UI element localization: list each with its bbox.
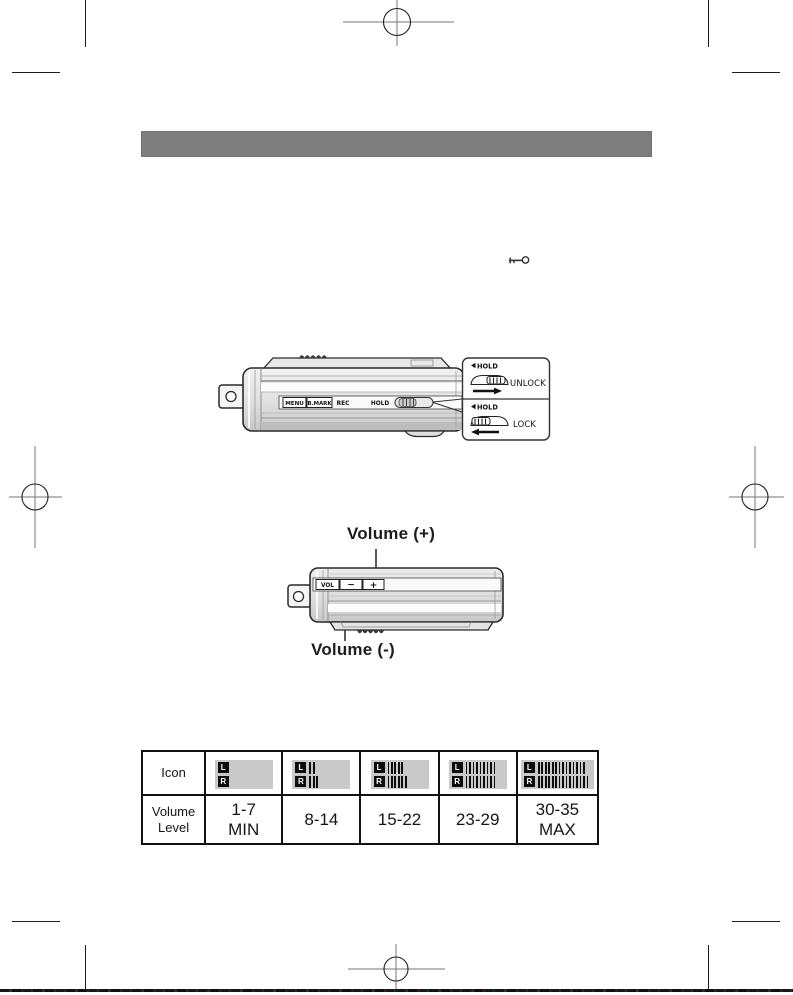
callout-hold-label-bottom: HOLD <box>477 403 498 412</box>
left-volume-bars <box>466 762 496 774</box>
left-channel-badge: L <box>524 762 535 773</box>
volume-minus-callout: Volume (-) <box>311 640 395 659</box>
right-volume-bars <box>538 776 588 788</box>
vol-button-label: VOL <box>320 583 335 589</box>
volume-icon-mid <box>371 760 429 789</box>
key-icon <box>506 253 532 268</box>
left-volume-bars <box>538 762 585 774</box>
volume-minus-button-label: − <box>347 580 355 591</box>
volume-level-value-2: 8-14 <box>282 795 360 844</box>
right-channel-badge: R <box>218 776 229 787</box>
volume-level-table <box>141 750 599 845</box>
volume-icon-min <box>215 760 273 789</box>
volume-icon-max <box>521 760 594 789</box>
grip-ridges <box>299 355 327 358</box>
left-channel-badge: L <box>218 762 229 773</box>
strap-hole <box>226 392 236 402</box>
registration-mark-bottom-center <box>345 941 450 990</box>
volume-icon-high <box>449 760 507 789</box>
registration-mark-right-center <box>728 446 786 550</box>
crop-mark-bottom-right-v <box>708 945 709 990</box>
right-channel-badge: R <box>374 776 385 787</box>
unlock-label: UNLOCK <box>510 378 546 388</box>
right-volume-bars <box>466 776 496 788</box>
right-channel-badge: R <box>524 776 535 787</box>
volume-icon-cell-4 <box>439 751 517 795</box>
right-channel-badge: R <box>452 776 463 787</box>
volume-plus-callout: Volume (+) <box>346 524 436 543</box>
right-channel-badge: R <box>295 776 306 787</box>
volume-buttons-illustration <box>283 520 518 670</box>
registration-mark-top-center <box>341 0 456 48</box>
bmark-button-label: B.MARK <box>307 401 332 407</box>
volume-plus-button-label: + <box>369 581 378 591</box>
volume-icon-low <box>292 760 350 789</box>
volume-level-value-5: 30-35 MAX <box>517 795 598 844</box>
crop-mark-top-left-v <box>85 0 86 47</box>
grip-ridges <box>357 631 384 634</box>
crop-mark-top-left-h <box>12 72 60 73</box>
left-channel-badge: L <box>295 762 306 773</box>
volume-icon-cell-5 <box>517 751 598 795</box>
left-channel-badge: L <box>374 762 385 773</box>
crop-mark-bottom-right-h <box>732 921 780 922</box>
scanned-page-edge <box>0 989 793 992</box>
volume-level-value-3: 15-22 <box>360 795 438 844</box>
left-volume-bars <box>309 762 314 774</box>
volume-icon-cell-1 <box>205 751 282 795</box>
rec-label: REC <box>336 401 350 407</box>
crop-mark-top-right-h <box>732 72 780 73</box>
left-channel-badge: L <box>452 762 463 773</box>
volume-level-value-4: 23-29 <box>439 795 517 844</box>
hold-switch-illustration <box>215 338 560 450</box>
volume-level-value-1: 1-7 MIN <box>205 795 282 844</box>
lock-label: LOCK <box>513 419 537 429</box>
device-body <box>310 568 503 622</box>
device-bottom-step <box>330 622 493 630</box>
level-row-header: Volume Level <box>142 795 205 844</box>
crop-mark-bottom-left-v <box>85 945 86 990</box>
registration-mark-left-center <box>8 446 64 550</box>
section-header-bar <box>141 131 652 157</box>
right-volume-bars <box>309 776 318 788</box>
callout-hold-label-top: HOLD <box>477 362 498 371</box>
crop-mark-top-right-v <box>708 0 709 47</box>
volume-icon-cell-3 <box>360 751 438 795</box>
left-volume-bars <box>388 762 404 774</box>
bottom-bump <box>405 431 444 437</box>
volume-icon-cell-2 <box>282 751 360 795</box>
right-volume-bars <box>388 776 407 788</box>
crop-mark-bottom-left-h <box>12 921 60 922</box>
menu-button-label: MENU <box>285 401 304 407</box>
hold-label: HOLD <box>370 401 390 407</box>
strap-hole <box>294 592 304 602</box>
icon-row-header: Icon <box>142 751 205 795</box>
